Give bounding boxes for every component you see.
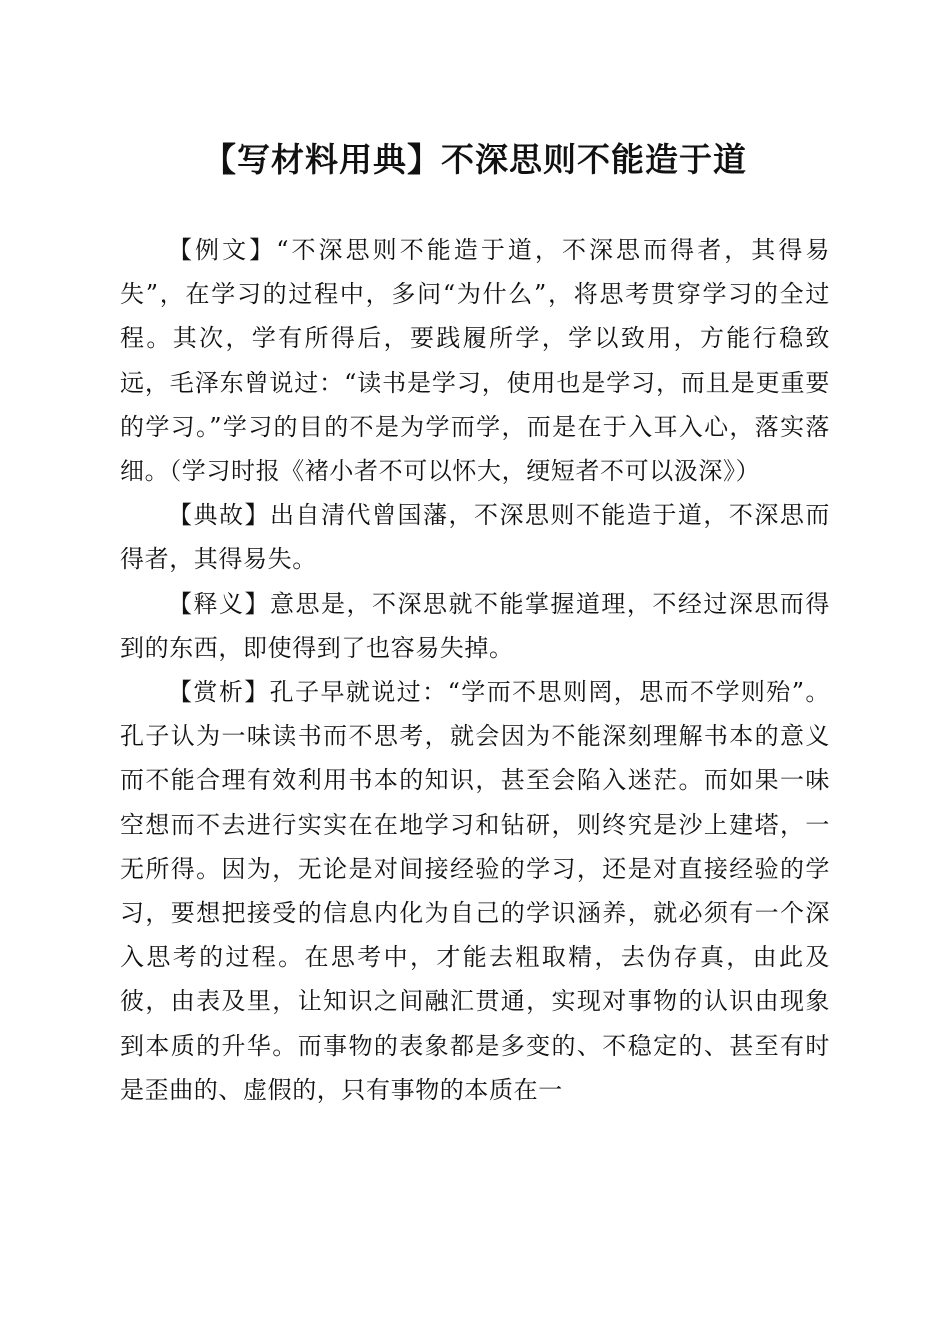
paragraph-tag: 【典故】 bbox=[168, 501, 270, 530]
paragraph-tag: 【赏析】 bbox=[168, 678, 270, 707]
paragraph-example bbox=[120, 228, 830, 493]
paragraph-allusion bbox=[120, 493, 830, 581]
paragraph-tag: 【释义】 bbox=[168, 589, 270, 618]
document-title: 【写材料用典】不深思则不能造于道 bbox=[203, 140, 747, 179]
paragraph-text: 意思是，不深思就不能掌握道理，不经过深思而得到的东西，即使得到了也容易失掉。 bbox=[120, 589, 830, 662]
document-body bbox=[120, 228, 830, 1112]
paragraph-tag: 【例文】 bbox=[168, 236, 277, 264]
paragraph-text: 出自清代曾国藩，不深思则不能造于道，不深思而得者，其得易失。 bbox=[120, 501, 830, 574]
paragraph-meaning bbox=[120, 582, 830, 670]
paragraph-appreciation bbox=[120, 670, 830, 1112]
paragraph-text: “不深思则不能造于道，不深思而得者，其得易失”，在学习的过程中，多问“为什么”，将思考贯穿学习的全过程。其次，学有所得后，要践履所学，学以致用，方能行稳致远，毛泽东曾说过：“读书是学习，使用也是学习，而且是更重要的学习。”学习的目的不是为学而学，而是在于入耳入心，落实落细。（学习时报《褚小者不可以怀大，绠短者不可以汲深》） bbox=[120, 236, 830, 486]
paragraph-text: 孔子早就说过：“学而不思则罔，思而不学则殆”。孔子认为一味读书而不思考，就会因为不能深刻理解书本的意义而不能合理有效利用书本的知识，甚至会陷入迷茫。而如果一味空想而不去进行实实在在地学习和钻研，则终究是沙上建塔，一无所得。因为，无论是对间接经验的学习，还是对直接经验的学习，要想把接受的信息内化为自己的学识涵养，就必须有一个深入思考的过程。在思考中，才能去粗取精，去伪存真，由此及彼，由表及里，让知识之间融汇贯通，实现对事物的认识由现象到本质的升华。而事物的表象都是多变的、不稳定的、甚至有时是歪曲的、虚假的，只有事物的本质在一 bbox=[120, 678, 830, 1104]
